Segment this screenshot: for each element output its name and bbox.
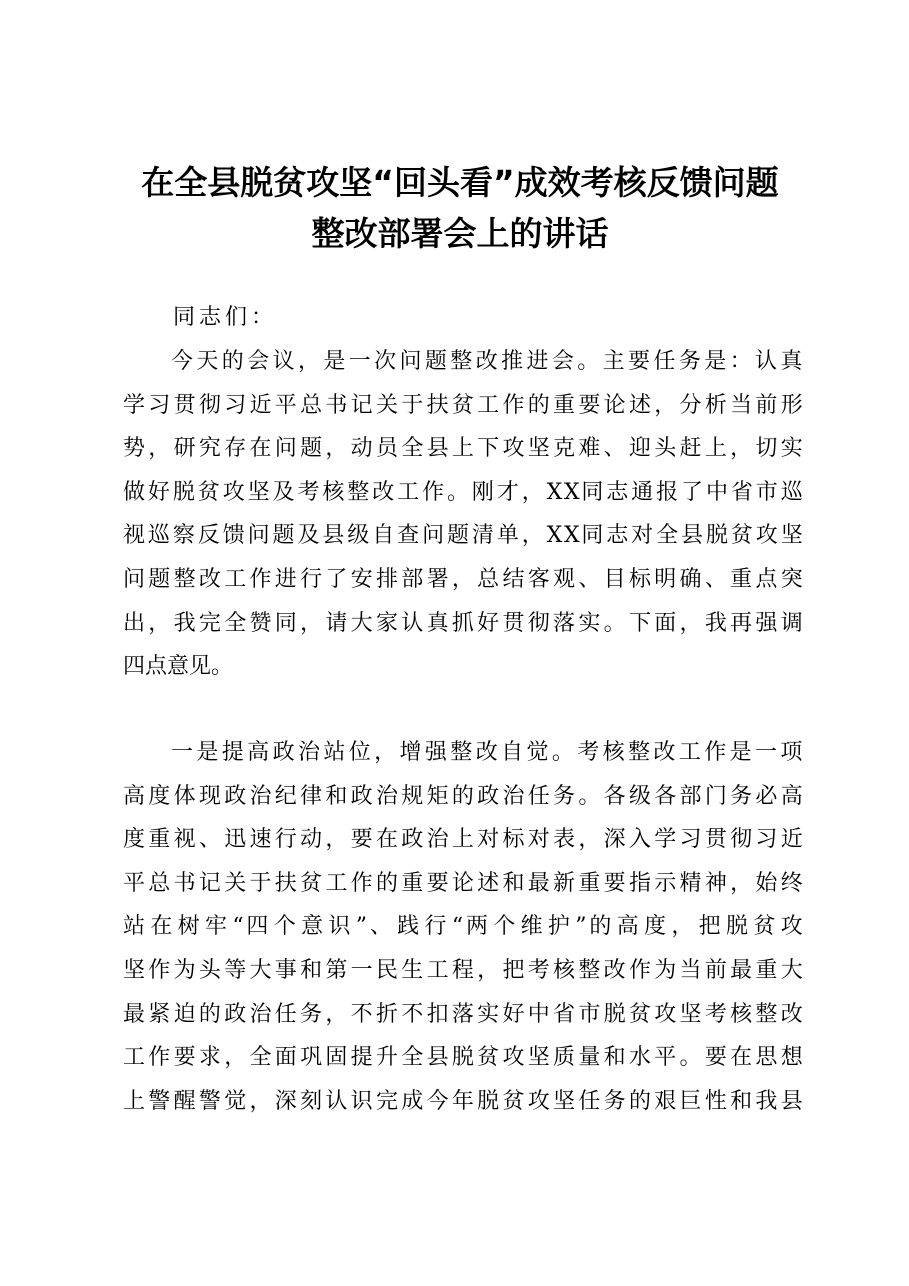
paragraph-line: 站 在 树 牢 “ 四 个 意 识 ” 、 践 行 “ 两 个 维 护 ” 的 高 度 ， 把 脱 贫 攻 <box>123 914 803 940</box>
title-line-2: 整改部署会上的讲话 <box>311 214 609 253</box>
paragraph-line: 问 题 整 改 工 作 进 行 了 安 排 部 署 ， 总 结 客 观 、 目 标 明 确 、 重 点 突 <box>123 566 803 592</box>
paragraph-line: 平 总 书 记 关 于 扶 贫 工 作 的 重 要 论 述 和 最 新 重 要 指 示 精 神 ， 始 终 <box>123 870 803 896</box>
paragraph-line: 势 ， 研 究 存 在 问 题 ， 动 员 全 县 上 下 攻 坚 克 难 、 迎 头 赶 上 ， 切 实 <box>123 436 803 462</box>
paragraph-1 <box>123 340 803 689</box>
paragraph-2 <box>123 731 803 1123</box>
paragraph-line: 一 是 提 高 政 治 站 位 ， 增 强 整 改 自 觉 。 考 核 整 改 工 作 是 一 项 <box>171 740 803 765</box>
salutation: 同志们： <box>173 305 278 330</box>
document-title <box>120 157 800 259</box>
paragraph-line: 出 ， 我 完 全 赞 同 ， 请 大 家 认 真 抓 好 贯 彻 落 实 。 下 面 ， 我 再 强 调 <box>123 610 803 636</box>
paragraph-line: 四点意见。 <box>123 654 234 680</box>
paragraph-line: 今 天 的 会 议 ， 是 一 次 问 题 整 改 推 进 会 。 主 要 任 务 是 ： 认 真 <box>171 349 803 374</box>
paragraph-line: 工 作 要 求 ， 全 面 巩 固 提 升 全 县 脱 贫 攻 坚 质 量 和 水 平 。 要 在 思 想 <box>123 1045 803 1071</box>
paragraph-line: 视 巡 察 反 馈 问 题 及 县 级 自 查 问 题 清 单 ， X X 同 志 对 全 县 脱 贫 攻 坚 <box>123 523 803 549</box>
paragraph-line: 上 警 醒 警 觉 ， 深 刻 认 识 完 成 今 年 脱 贫 攻 坚 任 务 的 艰 巨 性 和 我 县 <box>123 1088 803 1114</box>
paragraph-line: 坚 作 为 头 等 大 事 和 第 一 民 生 工 程 ， 把 考 核 整 改 作 为 当 前 最 重 大 <box>123 957 803 983</box>
paragraph-line: 高 度 体 现 政 治 纪 律 和 政 治 规 矩 的 政 治 任 务 。 各 级 各 部 门 务 必 高 <box>123 783 803 809</box>
title-line-1: 在全县脱贫攻坚“回头看”成效考核反馈问题 <box>141 163 779 202</box>
paragraph-line: 度 重 视 、 迅 速 行 动 ， 要 在 政 治 上 对 标 对 表 ， 深 入 学 习 贯 彻 习 近 <box>123 827 803 853</box>
paragraph-line: 做 好 脱 贫 攻 坚 及 考 核 整 改 工 作 。 刚 才 ， X X 同 志 通 报 了 中 省 市 巡 <box>123 479 803 505</box>
paragraph-line: 学 习 贯 彻 习 近 平 总 书 记 关 于 扶 贫 工 作 的 重 要 论 述 ， 分 析 当 前 形 <box>123 392 803 418</box>
paragraph-line: 最 紧 迫 的 政 治 任 务 ， 不 折 不 扣 落 实 好 中 省 市 脱 贫 攻 坚 考 核 整 改 <box>123 1001 803 1027</box>
